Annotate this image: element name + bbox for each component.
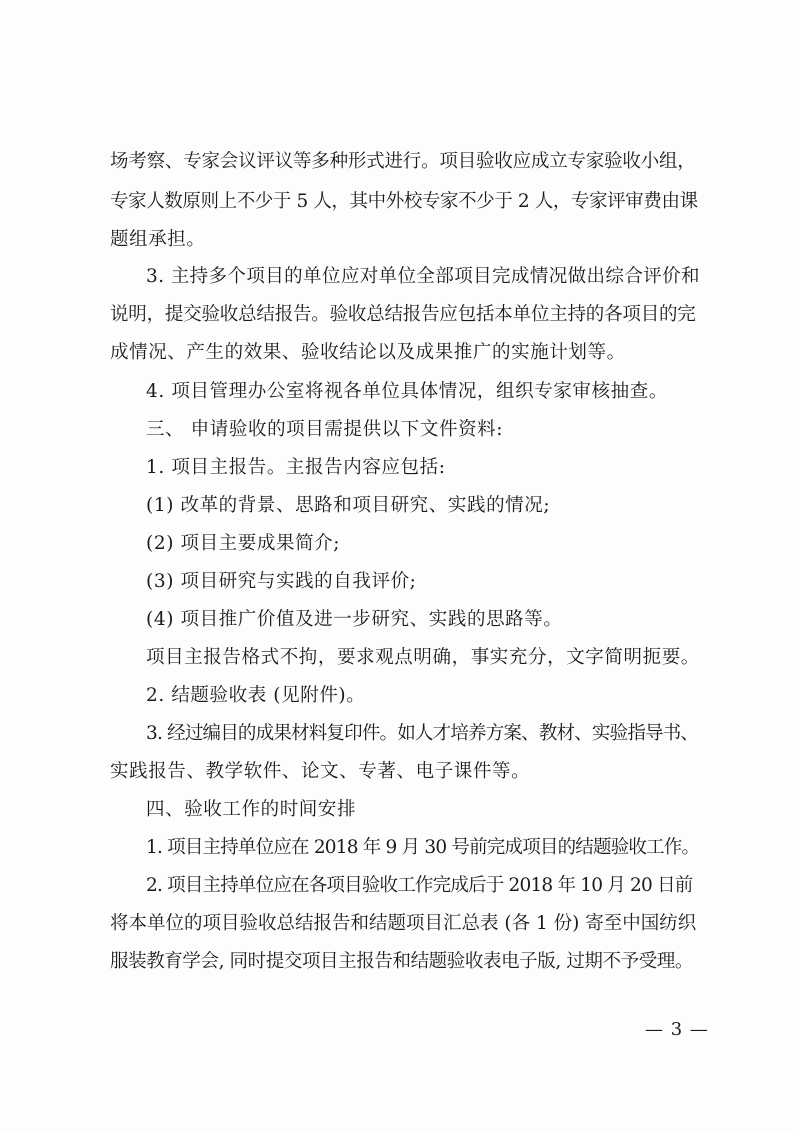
text-line-6: 成情况、产生的效果、验收结论以及成果推广的实施计划等。 bbox=[110, 342, 626, 363]
text-line-4: 3. 主持多个项目的单位应对单位全部项目完成情况做出综合评价和 bbox=[146, 266, 700, 287]
text-line-22: 服装教育学会, 同时提交项目主报告和结题验收表电子版, 过期不予受理。 bbox=[110, 951, 694, 972]
section-heading-3: 三、 申请验收的项目需提供以下文件资料: bbox=[146, 419, 504, 440]
text-line-7: 4. 项目管理办公室将视各单位具体情况，组织专家审核抽查。 bbox=[146, 381, 668, 402]
text-line-19: 1. 项目主持单位应在 2018 年 9 月 30 号前完成项目的结题验收工作。 bbox=[146, 837, 700, 858]
text-line-17: 实践报告、教学软件、论文、专著、电子课件等。 bbox=[110, 761, 531, 782]
text-line-11: (2) 项目主要成果简介; bbox=[146, 533, 341, 554]
text-line-14: 项目主报告格式不拘，要求观点明确，事实充分，文字简明扼要。 bbox=[146, 647, 700, 668]
section-heading-4: 四、验收工作的时间安排 bbox=[146, 799, 357, 820]
text-line-9: 1. 项目主报告。主报告内容应包括: bbox=[146, 457, 446, 478]
text-line-16: 3. 经过编目的成果材料复印件。如人才培养方案、教材、实验指导书、 bbox=[146, 723, 699, 744]
text-line-5: 说明，提交验收总结报告。验收总结报告应包括本单位主持的各项目的完 bbox=[110, 304, 696, 325]
text-line-1: 场考察、专家会议评议等多种形式进行。项目验收应成立专家验收小组， bbox=[110, 151, 696, 172]
text-line-15: 2. 结题验收表 (见附件)。 bbox=[146, 685, 366, 706]
text-line-21: 将本单位的项目验收总结报告和结题项目汇总表 (各 1 份) 寄至中国纺织 bbox=[110, 913, 697, 934]
text-line-10: (1) 改革的背景、思路和项目研究、实践的情况; bbox=[146, 495, 551, 516]
text-line-2: 专家人数原则上不少于 5 人，其中外校专家不少于 2 人，专家评审费由课 bbox=[110, 191, 698, 212]
text-line-20: 2. 项目主持单位应在各项目验收工作完成后于 2018 年 10 月 20 日前 bbox=[146, 875, 693, 896]
text-line-3: 题组承担。 bbox=[110, 229, 206, 250]
text-line-13: (4) 项目推广价值及进一步研究、实践的思路等。 bbox=[146, 609, 563, 630]
page-number: — 3 — bbox=[645, 1019, 709, 1040]
text-line-12: (3) 项目研究与实践的自我评价; bbox=[146, 571, 417, 592]
